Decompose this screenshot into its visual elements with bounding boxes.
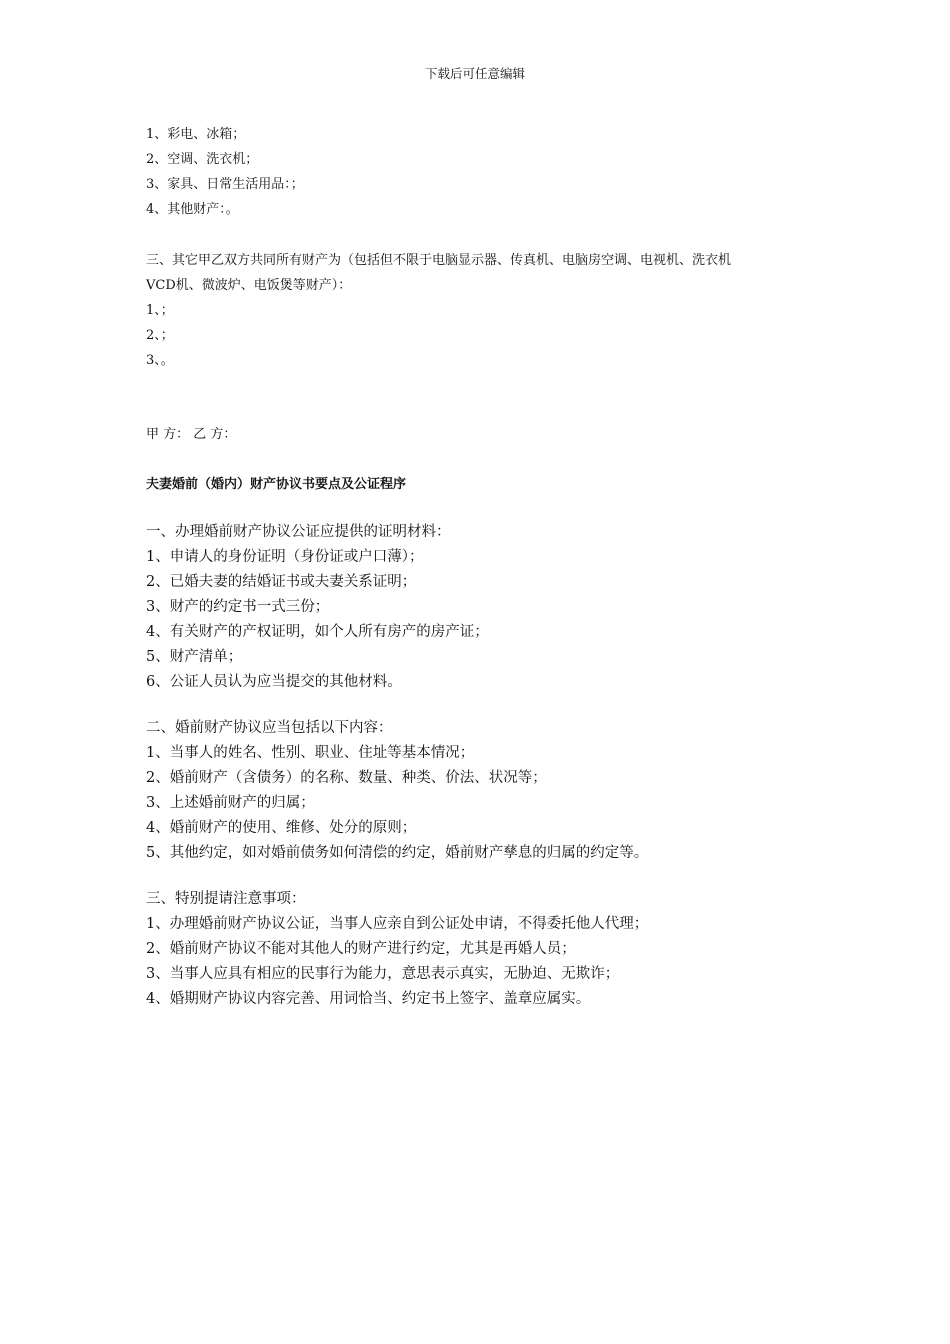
shared-property-heading-cont: VCD机、微波炉、电饭煲等财产）： <box>146 278 352 293</box>
list-item: 1、； <box>146 303 174 318</box>
property-list <box>146 122 826 222</box>
section-heading: 三、特别提请注意事项： <box>146 891 306 907</box>
list-item: 1、办理婚前财产协议公证，当事人应亲自到公证处申请，不得委托他人代理； <box>146 916 649 932</box>
list-item: 5、财产清单； <box>146 649 243 665</box>
signature-line: 甲 方： 乙 方： <box>146 427 237 442</box>
list-item: 1、彩电、冰箱； <box>146 127 246 142</box>
page-header: 下载后可任意编辑 <box>424 66 525 81</box>
guide-title-block <box>146 472 826 497</box>
section-heading: 一、办理婚前财产协议公证应提供的证明材料： <box>146 524 451 540</box>
list-item: 4、有关财产的产权证明，如个人所有房产的房产证； <box>146 624 489 640</box>
guide-title: 夫妻婚前（婚内）财产协议书要点及公证程序 <box>146 477 407 492</box>
shared-property-heading: 三、其它甲乙双方共同所有财产为（包括但不限于电脑显示器、传真机、电脑房空调、电视机、洗衣机 <box>146 253 732 268</box>
signature-block <box>146 422 826 447</box>
list-item: 3、。 <box>146 353 174 368</box>
section-heading: 二、婚前财产协议应当包括以下内容： <box>146 720 393 736</box>
list-item: 2、婚前财产协议不能对其他人的财产进行约定，尤其是再婚人员； <box>146 941 576 957</box>
list-item: 5、其他约定，如对婚前债务如何清偿的约定，婚前财产孳息的归属的约定等。 <box>146 845 649 861</box>
list-item: 3、财产的约定书一式三份； <box>146 599 330 615</box>
list-item: 2、空调、洗衣机； <box>146 152 259 167</box>
list-item: 3、当事人应具有相应的民事行为能力，意思表示真实，无胁迫、无欺诈； <box>146 966 620 982</box>
list-item: 3、家具、日常生活用品：； <box>146 177 304 192</box>
list-item: 2、； <box>146 328 174 343</box>
guide-section-notes <box>146 887 826 1012</box>
list-item: 1、当事人的姓名、性别、职业、住址等基本情况； <box>146 745 475 761</box>
list-item: 2、婚前财产（含债务）的名称、数量、种类、价法、状况等； <box>146 770 547 786</box>
guide-section-materials <box>146 520 826 695</box>
list-item: 6、公证人员认为应当提交的其他材料。 <box>146 674 402 690</box>
list-item: 2、已婚夫妻的结婚证书或夫妻关系证明； <box>146 574 417 590</box>
list-item: 4、婚期财产协议内容完善、用词恰当、约定书上签字、盖章应属实。 <box>146 991 591 1007</box>
list-item: 4、其他财产：。 <box>146 202 239 217</box>
list-item: 3、上述婚前财产的归属； <box>146 795 315 811</box>
list-item: 1、申请人的身份证明（身份证或户口薄）； <box>146 549 424 565</box>
guide-section-contents <box>146 716 826 866</box>
shared-property-section <box>146 248 826 373</box>
list-item: 4、婚前财产的使用、维修、处分的原则； <box>146 820 417 836</box>
